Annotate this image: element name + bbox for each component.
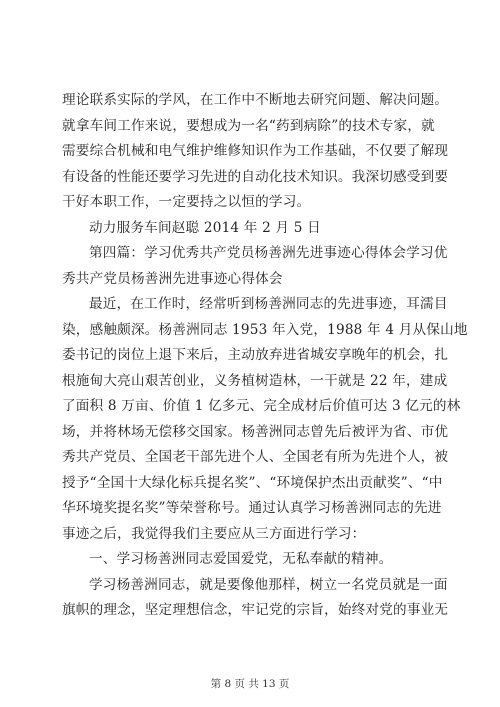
page-footer	[0, 676, 500, 691]
text-line: 染，感触颇深。杨善洲同志 1953 年入党，1988 年 4 月从保山地	[62, 321, 468, 338]
text-line: 旗帜的理念，坚定理想信念，牢记党的宗旨，始终对党的事业无	[62, 602, 449, 618]
text-line: 最近，在工作时，经常听到杨善洲同志的先进事迹，耳濡目	[89, 296, 448, 312]
text-line: 需要综合机械和电气维护维修知识作为工作基础，不仅要了解现	[62, 143, 449, 159]
text-line: 授予“全国十大绿化标兵提名奖”、“环境保护杰出贡献奖”、“中	[62, 474, 443, 491]
text-line: 理论联系实际的学风，在工作中不断地去研究问题、解决问题。	[62, 92, 449, 108]
text-line: 就拿车间工作来说，要想成为一名“药到病除”的技术专家，就	[62, 117, 435, 134]
text-line: 秀共产党员、全国老干部先进个人、全国老有所为先进个人，被	[62, 449, 449, 465]
signature-line: 动力服务车间赵聪 2014 年 2 月 5 日	[89, 219, 321, 236]
text-line: 华环境奖提名奖”等荣誉称号。通过认真学习杨善洲同志的先进	[62, 500, 442, 516]
text-line: 场，并将林场无偿移交国家。杨善洲同志曾先后被评为省、市优	[62, 423, 449, 440]
section-heading-line: 秀共产党员杨善洲先进事迹心得体会	[62, 270, 283, 287]
text-line: 委书记的岗位上退下来后，主动放弃进省城安享晚年的机会，扎	[62, 347, 449, 363]
text-line: 了面积 8 万亩、价值 1 亿多元、完全成材后价值可达 3 亿元的林	[62, 398, 461, 414]
text-line: 学习杨善洲同志，就是要像他那样，树立一名党员就是一面	[89, 576, 448, 593]
text-line: 有设备的性能还要学习先进的自动化技术知识。我深切感受到要	[62, 168, 449, 185]
page-number-label: 第 8 页 共 13 页	[210, 678, 290, 690]
text-line: 干好本职工作，一定要持之以恒的学习。	[62, 194, 311, 210]
section-heading-line: 第四篇：学习优秀共产党员杨善洲先进事迹心得体会学习优	[89, 245, 448, 261]
document-body	[62, 88, 468, 624]
text-line: 根施甸大亮山艰苦创业，义务植树造林，一干就是 22 年，建成	[62, 372, 448, 389]
text-line: 事迹之后，我觉得我们主要应从三方面进行学习：	[62, 525, 366, 542]
subheading-line: 一、学习杨善洲同志爱国爱党，无私奉献的精神。	[89, 551, 393, 567]
